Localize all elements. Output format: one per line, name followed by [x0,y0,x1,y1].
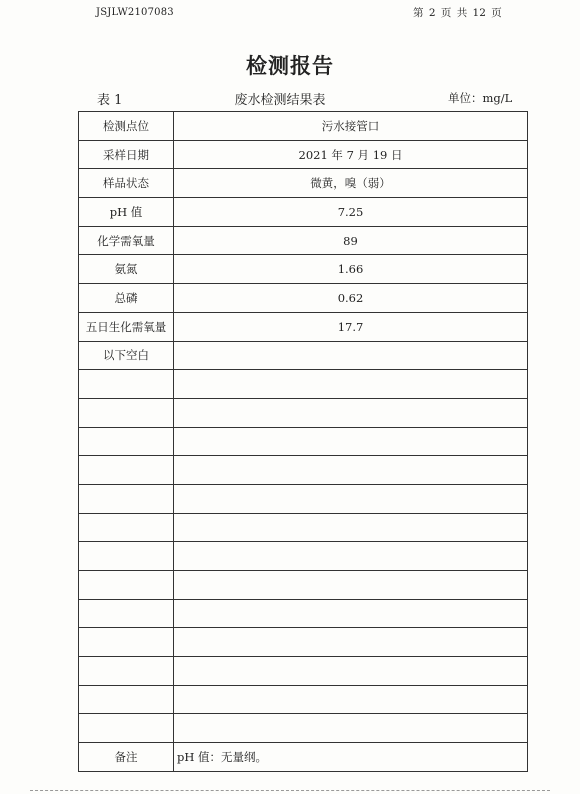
table-row [79,542,528,571]
row-label: 五日生化需氧量 [79,312,174,341]
table-row [79,714,528,743]
table-row [79,341,528,370]
remark-label: 备注 [79,743,174,772]
row-label [79,685,174,714]
row-value [174,484,528,513]
table-row [79,312,528,341]
row-label [79,513,174,542]
row-label [79,657,174,686]
row-label [79,370,174,399]
table-row [79,284,528,313]
row-label [79,714,174,743]
table-row [79,571,528,600]
row-value [174,542,528,571]
row-value: 微黄，嗅（弱） [174,169,528,198]
row-value: 7.25 [174,198,528,227]
row-value [174,714,528,743]
table-row [79,513,528,542]
row-label [79,456,174,485]
row-label [79,571,174,600]
row-value: 污水接管口 [174,112,528,141]
row-label [79,628,174,657]
row-label: 以下空白 [79,341,174,370]
row-label: 样品状态 [79,169,174,198]
row-label: 总磷 [79,284,174,313]
table-row [79,685,528,714]
table-row [79,657,528,686]
row-label: 采样日期 [79,140,174,169]
table-row [79,169,528,198]
row-label [79,599,174,628]
unit-label: 单位：mg/L [448,91,513,105]
table-row [79,112,528,141]
table-row [79,226,528,255]
remark-value: pH 值：无量纲。 [174,743,528,772]
row-value: 0.62 [174,284,528,313]
row-value [174,685,528,714]
row-value [174,341,528,370]
remark-row [79,743,528,772]
results-table-body [79,112,528,772]
row-label [79,542,174,571]
row-value [174,427,528,456]
row-value [174,513,528,542]
row-label: 化学需氧量 [79,226,174,255]
row-value [174,657,528,686]
table-row [79,456,528,485]
table-row [79,198,528,227]
page-indicator: 第 2 页 共 12 页 [413,7,502,19]
results-table [78,111,528,772]
table-row [79,599,528,628]
row-label [79,427,174,456]
row-label: 检测点位 [79,112,174,141]
row-value [174,398,528,427]
table-row [79,255,528,284]
row-label [79,484,174,513]
row-label: 氨氮 [79,255,174,284]
report-title: 检测报告 [246,53,334,78]
row-value [174,571,528,600]
row-value [174,599,528,628]
page-bottom-divider [30,788,550,791]
table-row [79,427,528,456]
table-row [79,370,528,399]
report-number: JSJLW2107083 [96,7,174,18]
row-value [174,456,528,485]
table-caption: 废水检测结果表 [234,93,326,108]
row-value: 1.66 [174,255,528,284]
row-value: 2021 年 7 月 19 日 [174,140,528,169]
table-number: 表 1 [97,93,123,108]
row-value: 89 [174,226,528,255]
table-row [79,628,528,657]
row-label: pH 值 [79,198,174,227]
row-value [174,628,528,657]
table-row [79,398,528,427]
table-row [79,140,528,169]
row-value [174,370,528,399]
table-row [79,484,528,513]
row-value: 17.7 [174,312,528,341]
row-label [79,398,174,427]
